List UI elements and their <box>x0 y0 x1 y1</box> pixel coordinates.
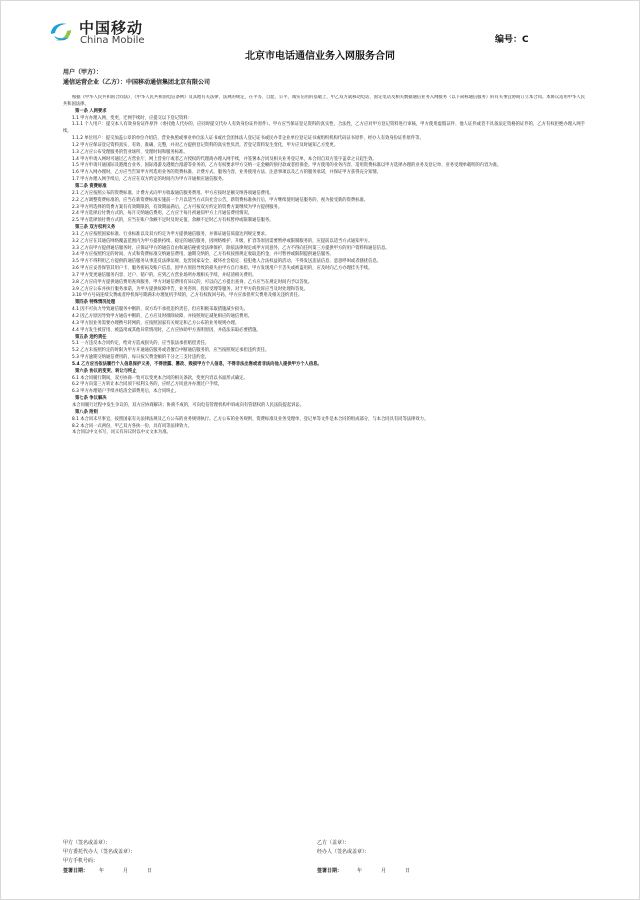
clause-paragraph: 2.3 甲方所选择的资费方案有有效期限的，有效期届满后，乙方可按双方约定的资费方案继续为甲方提供服务。 <box>72 204 283 210</box>
party-a-date-year: 年 <box>99 868 105 874</box>
contract-serial-number: 编号：C <box>495 35 529 45</box>
party-b-date-day: 日 <box>405 868 411 874</box>
clause-paragraph: 6.2 甲方向第三方转让本合同项下权利义务的，应经乙方同意并办理过户手续。 <box>72 382 222 388</box>
party-b-seal-label: 乙方（盖章）： <box>317 840 350 846</box>
clause-paragraph: 3.5 甲方不得利用乙方提供的通信服务从事违反法律法规、危害国家安全、破坏社会稳定、侵犯他人合法权益的活动，不得发送违法信息、恶意呼叫或者骚扰信息。 <box>72 259 381 265</box>
china-mobile-logo-icon <box>47 18 75 46</box>
clause-paragraph: 3.2 乙方应在其通信网络覆盖范围内为甲方提供持续、稳定的通信服务，因网络维护、升级、扩容等原因需要暂停或限制服务的，应提前以适当方式通知甲方。 <box>72 238 373 244</box>
clause-paragraph: 5.2 乙方未按照约定的时限为甲方开通通信服务或者擅自中断通信服务的，应当按照规定承担违约责任。 <box>72 348 270 354</box>
clause-paragraph: 4.2 因乙方原因导致甲方通信中断的，乙方应及时排除故障，并按照规定减免相应的通信费用。 <box>72 314 253 319</box>
clause-paragraph: 根据《中华人民共和国合同法》、《中华人民共和国电信条例》及其他有关法律、法规的规定，在平等、自愿、公平、诚实信用的基础上，甲乙双方就移动电话、固定电话及相关数据通信业务入网服务（以下简称通信服务）的有关事宜协商订立本合同。本协议适用中华人民共和国法律。 <box>63 95 585 107</box>
party-a-phone-label: 甲方手机号码： <box>63 858 99 864</box>
party-b-line: 通信运营企业（乙方）：中国移动通信集团北京有限公司 <box>63 79 211 86</box>
brand-name-en: China Mobile <box>80 35 145 46</box>
clause-paragraph: 1.2 甲方应保证登记资料真实、有效、准确、完整，并对乙方提供登记资料的真实性负责。若登记资料发生变化，甲方应及时通知乙方变更。 <box>72 142 339 148</box>
clause-paragraph: 4.3 甲方因业务需要办理携号转网的，应按照国家有关规定和乙方公布的业务规则办理。 <box>72 320 240 326</box>
clause-paragraph: 8.2 本合同一式两份，甲乙双方各执一份，具有同等法律效力。 <box>72 423 192 429</box>
clause-paragraph: 3.4 甲方应按照约定的时间、方式和资费标准交纳通信费用，逾期交纳的，乙方有权按照规定收取违约金，并可暂停或限制提供通信服务。 <box>72 252 334 258</box>
clause-paragraph: 本合同以中文书写，词义有异议时以中文文本为准。 <box>72 430 171 436</box>
clause-paragraph: 6.1 本合同履行期间，双方协商一致可以变更本合同的相关条款，变更内容以书面形式确定。 <box>72 375 248 381</box>
party-a-date-label: 签署日期： <box>63 868 89 874</box>
clause-paragraph: 2.1 乙方应按照公布的资费标准、计费方式向甲方收取通信服务费用。甲方应按时足额交纳各项通信费用。 <box>72 190 274 196</box>
clause-paragraph: 1.6 甲方入网办理时，乙方应当告知甲方所选用业务的资费标准、计费方式、服务内容、业务使用方法、注意事项以及乙方的服务承诺，并保证甲方获得充分知情。 <box>72 170 381 176</box>
clause-paragraph: 1.7 甲方办理入网手续后，乙方应在双方约定的时间内为甲方开通相应通信服务。 <box>72 177 227 183</box>
contract-body <box>63 95 585 885</box>
contract-title: 北京市电话通信业务入网服务合同 <box>245 51 395 62</box>
clause-paragraph: 6.3 甲方办理销户手续并结清全部费用后，本合同终止。 <box>72 389 180 395</box>
clause-paragraph: 1.1 甲方办理入网、变更、迁网手续时，应提交以下登记资料： <box>72 115 192 121</box>
clause-paragraph: 2.4 甲方选择后付费方式的，每月交纳通信费用，乙方应于每月初通知甲方上月通信费用情况。 <box>72 211 253 217</box>
clause-heading: 第五条 违约责任 <box>75 334 107 340</box>
party-a-signature-label: 甲方（签名或盖章）： <box>63 840 111 846</box>
clause-paragraph: 3.10 甲方号码连续欠费或者停机保号期满未办理复机手续的，乙方有权收回号码，甲方应承担所欠费用及相关违约责任。 <box>72 293 303 299</box>
clause-heading: 第八条 附则 <box>75 409 98 415</box>
clause-paragraph: 5.4 乙方应当依法履行个人信息保护义务，不得泄露、篡改、毁损甲方个人信息，不得非法出售或者非法向他人提供甲方个人信息。 <box>72 361 322 367</box>
party-b-date-year: 年 <box>357 868 363 874</box>
clause-paragraph: 3.9 乙方应公布并执行服务承诺，为甲方提供故障申告、业务咨询、投诉受理等服务，对于甲方的投诉应当及时处理和答复。 <box>72 286 308 292</box>
clause-heading: 第一条 入网要求 <box>75 108 107 114</box>
clause-heading: 第七条 争议解决 <box>75 396 107 402</box>
clause-paragraph: 8.1 本合同未尽事宜，按照国家有关法律法规及乙方公布的业务规则执行。乙方公布的业务规则、资费标准及业务受理单、登记单等文件是本合同的组成部分，与本合同具有同等法律效力。 <box>72 416 429 422</box>
party-b-agent-label: 经办人（签名或盖章）： <box>317 849 370 855</box>
clause-paragraph: 本合同履行过程中发生争议的，双方应协商解决；协商不成的，可向电信管理机构申诉或向有管辖权的人民法院提起诉讼。 <box>72 402 305 408</box>
clause-paragraph: 3.1 乙方应按照国家标准、行业标准以及双方约定为甲方提供通信服务，并保证通信质量达到规定要求。 <box>72 231 270 237</box>
clause-paragraph: 1.1.1 个人用户：提交本人有效身份证件原件（委托他人代办的，应同时提交代办人有效身份证件原件）。甲方应当保证登记资料的真实性、合法性，乙方应对甲方登记资料进行审核，甲方使用虚假证件、他人证件或者不具备法定资格的证件的，乙方有权拒绝办理入网手续。 <box>63 122 585 135</box>
clause-paragraph: 3.8 乙方应向甲方提供通信费用查询服务，甲方对通信费用有异议的，可以向乙方提出查询，乙方应当在规定时间内予以答复。 <box>72 279 313 285</box>
clause-paragraph: 3.7 甲方变更通信服务内容、过户、销户的，应到乙方营业场所办理相关手续，并结清相关费用。 <box>72 272 257 278</box>
clause-paragraph: 3.3 乙方向甲方提供通信服务时，应保证甲方的通信自由和通信秘密受法律保护，除依法律规定或甲方同意外，乙方不得向任何第三方提供甲方的用户资料和通信信息。 <box>72 245 390 251</box>
clause-heading: 第六条 协议的变更、转让与终止 <box>75 368 137 374</box>
party-b-date-month: 月 <box>381 868 387 874</box>
brand-name-cn: 中国移动 <box>79 19 144 37</box>
party-a-line: 用户（甲方）： <box>63 69 103 76</box>
clause-paragraph: 4.4 甲方发生被冒用、被盗用或其他异常情况时，乙方应协助甲方查明原因，并依法采取必要措施。 <box>72 327 261 333</box>
clause-paragraph: 2.2 乙方调整资费标准的，应当在新资费标准实施前一个月以适当方式向社会公告，新资费标准执行后，甲方继续使用通信服务的，视为接受新的资费标准。 <box>72 197 369 203</box>
party-b-date-label: 签署日期： <box>317 868 343 874</box>
clause-paragraph: 4.1 因不可抗力导致通信服务中断的，双方均不承担违约责任，但应积极采取措施减少损失。 <box>72 307 248 313</box>
clause-paragraph: 5.3 甲方逾期交纳通信费用的，每日按欠费金额的千分之三支付违约金。 <box>72 355 210 361</box>
china-mobile-logo <box>47 17 187 51</box>
clause-paragraph: 1.5 甲方申请开通国际及港澳台业务、国际漫游及港澳台漫游等业务的，乙方有权要求甲方交纳一定金额的预付款或者担保金。甲方使用的业务内容、适用资费标准以甲方选择办理的业务及登记单、业务受理单载明的内容为准。 <box>72 163 502 169</box>
clause-paragraph: 5.1 一方违反本合同约定，给对方造成损失的，应当依法承担赔偿责任。 <box>72 341 210 347</box>
clause-heading: 第四条 特殊情况处理 <box>75 300 116 306</box>
party-a-date-month: 月 <box>123 868 129 874</box>
clause-paragraph: 1.4 甲方申请入网时可通过乙方营业厅、网上营业厅或者乙方授权的代理商办理入网手续，并签署本合同及相关业务登记单，本合同自双方签字盖章之日起生效。 <box>72 156 377 162</box>
clause-paragraph: 2.5 甲方选择预付费方式的，应当在账户余额不足时及时充值，余额不足时乙方有权暂停或限制通信服务。 <box>72 218 274 224</box>
clause-heading: 第二条 资费标准 <box>75 183 107 189</box>
clause-paragraph: 1.1.2 单位用户：提交加盖公章的单位介绍信、营业执照或事业单位法人证书或社会团体法人登记证书或民办非企业单位登记证书或组织机构代码证书原件、经办人有效身份证件原件等。 <box>72 136 424 142</box>
party-a-date-day: 日 <box>147 868 153 874</box>
clause-paragraph: 3.6 甲方应妥善保管其用户卡、服务密码及账户信息，因甲方原因导致的损失由甲方自行承担。甲方发现用户卡丢失或被盗用的，应及时向乙方办理挂失手续。 <box>72 266 373 272</box>
clause-heading: 第三条 双方权利义务 <box>75 225 116 231</box>
party-a-agent-label: 甲方委托代办人（签名或盖章）： <box>63 849 136 855</box>
clause-paragraph: 1.3 乙方应公布受理服务的营业场所、受理时间和服务标准。 <box>72 149 188 155</box>
